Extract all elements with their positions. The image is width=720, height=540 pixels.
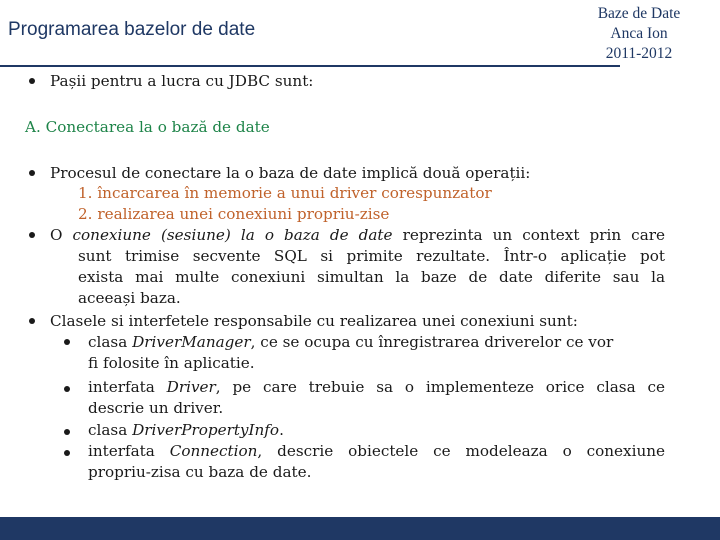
academic-year: 2011-2012 xyxy=(605,45,673,62)
section-heading: A. Conectarea la o bază de date xyxy=(25,118,270,136)
slide-header-title: Programarea bazelor de date xyxy=(8,19,256,40)
sub-item-drivermanager xyxy=(88,332,613,353)
sub-item-rest: , pe care trebuie sa o implementeze orice clasa ce xyxy=(215,378,665,396)
sub-item-prefix: clasa xyxy=(88,333,133,351)
sub-item-prefix: interfata xyxy=(88,378,167,396)
interface-name: Connection xyxy=(169,442,258,460)
definition-rest: reprezinta un context prin care xyxy=(392,226,665,244)
intro-bullet-text: Pașii pentru a lucra cu JDBC sunt: xyxy=(50,72,314,90)
bullet-dot xyxy=(29,170,35,176)
bullet-dot xyxy=(29,78,35,84)
sub-bullet-dot xyxy=(64,386,70,392)
interface-name: Driver xyxy=(166,378,216,396)
sub-item-driver xyxy=(88,377,665,398)
sub-item-connection-line2: propriu-zisa cu baza de date. xyxy=(88,463,312,481)
definition-line2: sunt trimise secvente SQL si primite rezultate. Într-o aplicație pot xyxy=(78,247,665,265)
sub-item-connection xyxy=(88,441,665,462)
sub-item-rest: , descrie obiectele ce modeleaza o conexiune xyxy=(257,442,665,460)
sub-item-prefix: clasa xyxy=(88,421,133,439)
sub-item-drivermanager-line2: fi folosite în aplicatie. xyxy=(88,354,255,372)
sub-bullet-dot xyxy=(64,429,70,435)
sub-item-rest: , ce se ocupa cu înregistrarea driverelor ce vor xyxy=(250,333,614,351)
sub-bullet-dot xyxy=(64,450,70,456)
definition-line3: exista mai multe conexiuni simultan la baze de date diferite sau la xyxy=(78,268,665,286)
definition-line4: aceeași baza. xyxy=(78,289,181,307)
bullet-dot xyxy=(29,318,35,324)
class-name: DriverPropertyInfo xyxy=(132,421,280,439)
header-course-info xyxy=(574,4,704,64)
author-name: Anca Ion xyxy=(610,25,668,42)
bullet-classes-interfaces: Clasele si interfetele responsabile cu realizarea unei conexiuni sunt: xyxy=(50,312,578,330)
sub-item-driver-line2: descrie un driver. xyxy=(88,399,224,417)
bullet-connection-process: Procesul de conectare la o baza de date implică două operații: xyxy=(50,164,531,182)
course-name: Baze de Date xyxy=(597,5,681,22)
step-create-connection: 2. realizarea unei conexiuni propriu-zise xyxy=(78,205,390,223)
bullet-dot xyxy=(29,232,35,238)
definition-prefix: O xyxy=(50,226,73,244)
sub-item-driverpropertyinfo xyxy=(88,420,284,441)
bullet-connection-definition-line1 xyxy=(50,225,665,246)
footer-bar xyxy=(0,517,720,540)
header-divider xyxy=(0,65,620,67)
class-name: DriverManager xyxy=(132,333,251,351)
sub-item-prefix: interfata xyxy=(88,442,170,460)
sub-bullet-dot xyxy=(64,339,70,345)
definition-term: conexiune (sesiune) la o baza de date xyxy=(72,226,393,244)
sub-item-rest: . xyxy=(279,421,284,439)
step-load-driver: 1. încarcarea în memorie a unui driver corespunzator xyxy=(78,184,492,202)
